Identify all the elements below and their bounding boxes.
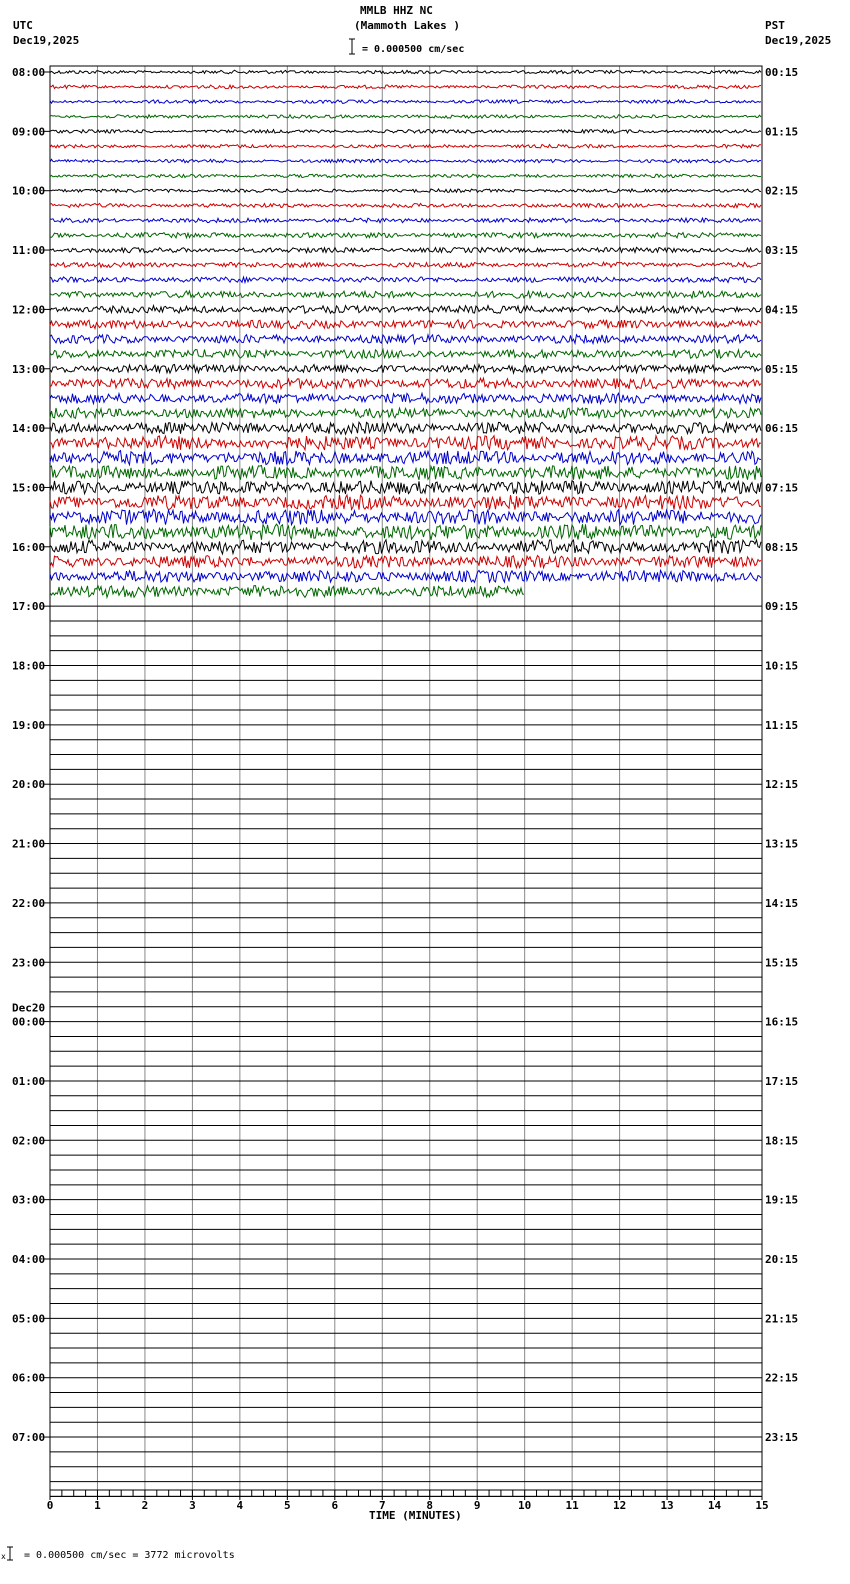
- seismic-trace: [50, 247, 761, 252]
- seismic-trace: [50, 495, 761, 510]
- seismic-trace: [50, 233, 761, 238]
- seismic-trace: [50, 481, 761, 495]
- seismic-trace: [50, 335, 761, 344]
- utc-hour-label: 02:00: [12, 1134, 46, 1148]
- x-tick-label: 12: [612, 1499, 627, 1512]
- seismic-trace: [50, 364, 761, 373]
- seismic-trace: [50, 436, 761, 450]
- x-tick-label: 11: [565, 1499, 579, 1512]
- utc-hour-label: 08:00: [12, 66, 46, 79]
- utc-hour-label: 01:00: [12, 1074, 46, 1088]
- x-tick-label: 8: [426, 1499, 434, 1512]
- pst-label: PST: [765, 19, 785, 32]
- footer-scale-icon: [1, 1546, 13, 1562]
- x-tick-label: 10: [518, 1499, 532, 1512]
- seismic-trace: [50, 349, 761, 358]
- utc-hour-label: 13:00: [12, 362, 46, 376]
- utc-hour-label: 23:00: [12, 956, 46, 970]
- pst-hour-label: 23:15: [765, 1431, 799, 1445]
- x-axis-label: TIME (MINUTES): [369, 1509, 462, 1522]
- seismic-trace: [50, 159, 761, 162]
- pst-hour-label: 06:15: [765, 422, 799, 436]
- seismic-trace: [50, 466, 761, 480]
- seismic-trace: [50, 291, 761, 298]
- x-tick-label: 0: [46, 1499, 54, 1512]
- seismic-trace: [50, 570, 761, 582]
- seismic-trace: [50, 422, 761, 434]
- utc-hour-label: 22:00: [12, 896, 46, 910]
- pst-hour-label: 05:15: [765, 362, 799, 376]
- pst-hour-label: 03:15: [765, 244, 799, 258]
- seismic-trace: [50, 100, 761, 104]
- pst-hour-label: 00:15: [765, 66, 799, 79]
- utc-hour-label: 19:00: [12, 718, 46, 732]
- seismic-trace: [50, 524, 761, 540]
- seismic-trace: [50, 408, 761, 418]
- seismic-trace: [50, 509, 761, 525]
- pst-date: Dec19,2025: [765, 34, 832, 47]
- utc-hour-label: 04:00: [12, 1253, 46, 1266]
- seismic-trace: [50, 306, 761, 314]
- pst-hour-label: 16:15: [765, 1015, 799, 1029]
- seismic-trace: [50, 174, 761, 177]
- pst-hour-label: 08:15: [765, 540, 799, 554]
- seismic-trace: [50, 115, 761, 119]
- seismic-trace: [50, 70, 761, 73]
- seismic-trace: [50, 556, 761, 568]
- pst-hour-label: 09:15: [765, 600, 799, 614]
- seismic-trace: [50, 189, 761, 193]
- pst-hour-label: 21:15: [765, 1312, 799, 1326]
- x-tick-label: 7: [378, 1499, 386, 1512]
- pst-hour-label: 11:15: [765, 718, 799, 732]
- seismic-trace: [50, 130, 761, 134]
- pst-hour-label: 18:15: [765, 1134, 799, 1148]
- location-title: (Mammoth Lakes ): [354, 19, 460, 32]
- pst-hour-label: 13:15: [765, 837, 799, 851]
- pst-hour-label: 19:15: [765, 1193, 799, 1207]
- pst-hour-label: 01:15: [765, 125, 799, 139]
- utc-hour-label: 17:00: [12, 600, 46, 614]
- pst-hour-label: 14:15: [765, 896, 799, 910]
- x-tick-label: 3: [189, 1499, 196, 1512]
- seismic-trace: [50, 378, 761, 389]
- utc-hour-label: 03:00: [12, 1193, 46, 1207]
- pst-hour-label: 04:15: [765, 303, 799, 317]
- seismic-trace: [50, 85, 761, 89]
- seismic-trace: [50, 393, 761, 403]
- x-tick-label: 5: [284, 1499, 291, 1512]
- seismic-trace: [50, 277, 761, 283]
- seismic-trace: [50, 540, 761, 554]
- utc-hour-label: 10:00: [12, 184, 46, 198]
- x-tick-label: 1: [94, 1499, 101, 1512]
- utc-hour-label: 16:00: [12, 540, 46, 554]
- x-tick-label: 9: [473, 1499, 481, 1512]
- x-tick-label: 4: [236, 1499, 244, 1512]
- utc-hour-label: 12:00: [12, 303, 46, 317]
- date-change-label: Dec20: [12, 1001, 46, 1015]
- utc-hour-label: 05:00: [12, 1312, 46, 1326]
- seismic-trace: [50, 218, 761, 223]
- pst-hour-label: 22:15: [765, 1371, 799, 1385]
- utc-hour-label: 07:00: [12, 1431, 46, 1445]
- station-title: MMLB HHZ NC: [360, 4, 433, 17]
- footer-scale-note: = 0.000500 cm/sec = 3772 microvolts: [24, 1550, 235, 1561]
- utc-label: UTC: [13, 19, 33, 32]
- x-tick-label: 6: [331, 1499, 339, 1512]
- utc-hour-label: 09:00: [12, 125, 46, 139]
- pst-hour-label: 02:15: [765, 184, 799, 198]
- scale-label: = 0.000500 cm/sec: [362, 44, 465, 55]
- utc-hour-label: 20:00: [12, 778, 46, 792]
- seismic-trace: [50, 262, 761, 267]
- svg-text:x: x: [1, 1552, 6, 1561]
- seismic-trace: [50, 144, 761, 148]
- utc-date: Dec19,2025: [13, 34, 80, 47]
- utc-hour-label: 21:00: [12, 837, 46, 851]
- utc-hour-label: 14:00: [12, 422, 46, 436]
- x-tick-label: 15: [755, 1499, 769, 1512]
- seismic-trace: [50, 451, 761, 465]
- x-tick-label: 13: [660, 1499, 674, 1512]
- pst-hour-label: 12:15: [765, 778, 799, 792]
- utc-hour-label: 18:00: [12, 659, 46, 673]
- pst-hour-label: 10:15: [765, 659, 799, 673]
- pst-hour-label: 17:15: [765, 1074, 799, 1088]
- pst-hour-label: 20:15: [765, 1253, 799, 1266]
- pst-hour-label: 15:15: [765, 956, 799, 970]
- utc-hour-label: 11:00: [12, 244, 46, 258]
- utc-hour-label: 15:00: [12, 481, 46, 495]
- utc-hour-label: 00:00: [12, 1015, 46, 1029]
- seismic-trace: [50, 320, 761, 329]
- x-tick-label: 14: [707, 1499, 722, 1512]
- x-tick-label: 2: [141, 1499, 149, 1512]
- utc-hour-label: 06:00: [12, 1371, 46, 1385]
- seismic-trace: [50, 203, 761, 207]
- pst-hour-label: 07:15: [765, 481, 799, 495]
